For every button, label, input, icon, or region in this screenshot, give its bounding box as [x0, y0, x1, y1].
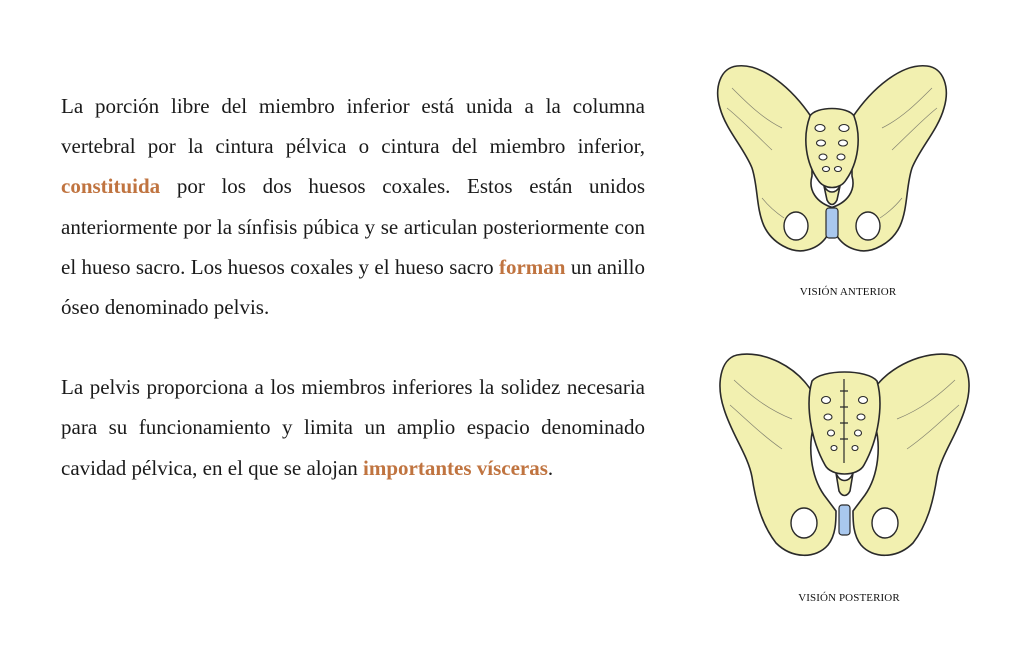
paragraph-1-text-a: La porción libre del miembro inferior está unida a la columna vertebral por la cintura pélvica o cintura del miembro inferior, — [61, 94, 645, 159]
paragraph-pelvis-function — [61, 367, 645, 488]
pelvis-anterior-svg — [712, 58, 952, 268]
pelvis-anterior-illustration — [712, 58, 952, 268]
paragraph-1-text-b: por los dos huesos coxales. Estos están unidos anteriormente por la sínfisis púbica y se articulan posteriormente con el hueso sacro. Los huesos coxales y el hueso sacro — [61, 174, 645, 279]
caption-anterior: VISIÓN ANTERIOR — [799, 286, 897, 298]
paragraph-2-text-a: La pelvis proporciona a los miembros inferiores la solidez necesaria para su funcionamiento y limita un amplio espacio denominado cavidad pélvica, en el que se alojan — [61, 375, 645, 480]
pelvis-posterior-svg — [712, 345, 977, 570]
paragraph-pelvic-girdle — [61, 86, 645, 327]
pelvis-posterior-illustration — [712, 345, 977, 570]
paragraph-1-text-c: un anillo óseo denominado pelvis. — [61, 254, 646, 320]
link-constituida[interactable]: constituida — [61, 174, 161, 199]
main-text — [61, 86, 645, 488]
link-importantes-visceras[interactable]: importantes vísceras — [363, 455, 548, 480]
paragraph-2-text-b: . — [547, 455, 554, 480]
link-forman[interactable]: forman — [498, 254, 566, 279]
caption-posterior: VISIÓN POSTERIOR — [798, 592, 900, 604]
